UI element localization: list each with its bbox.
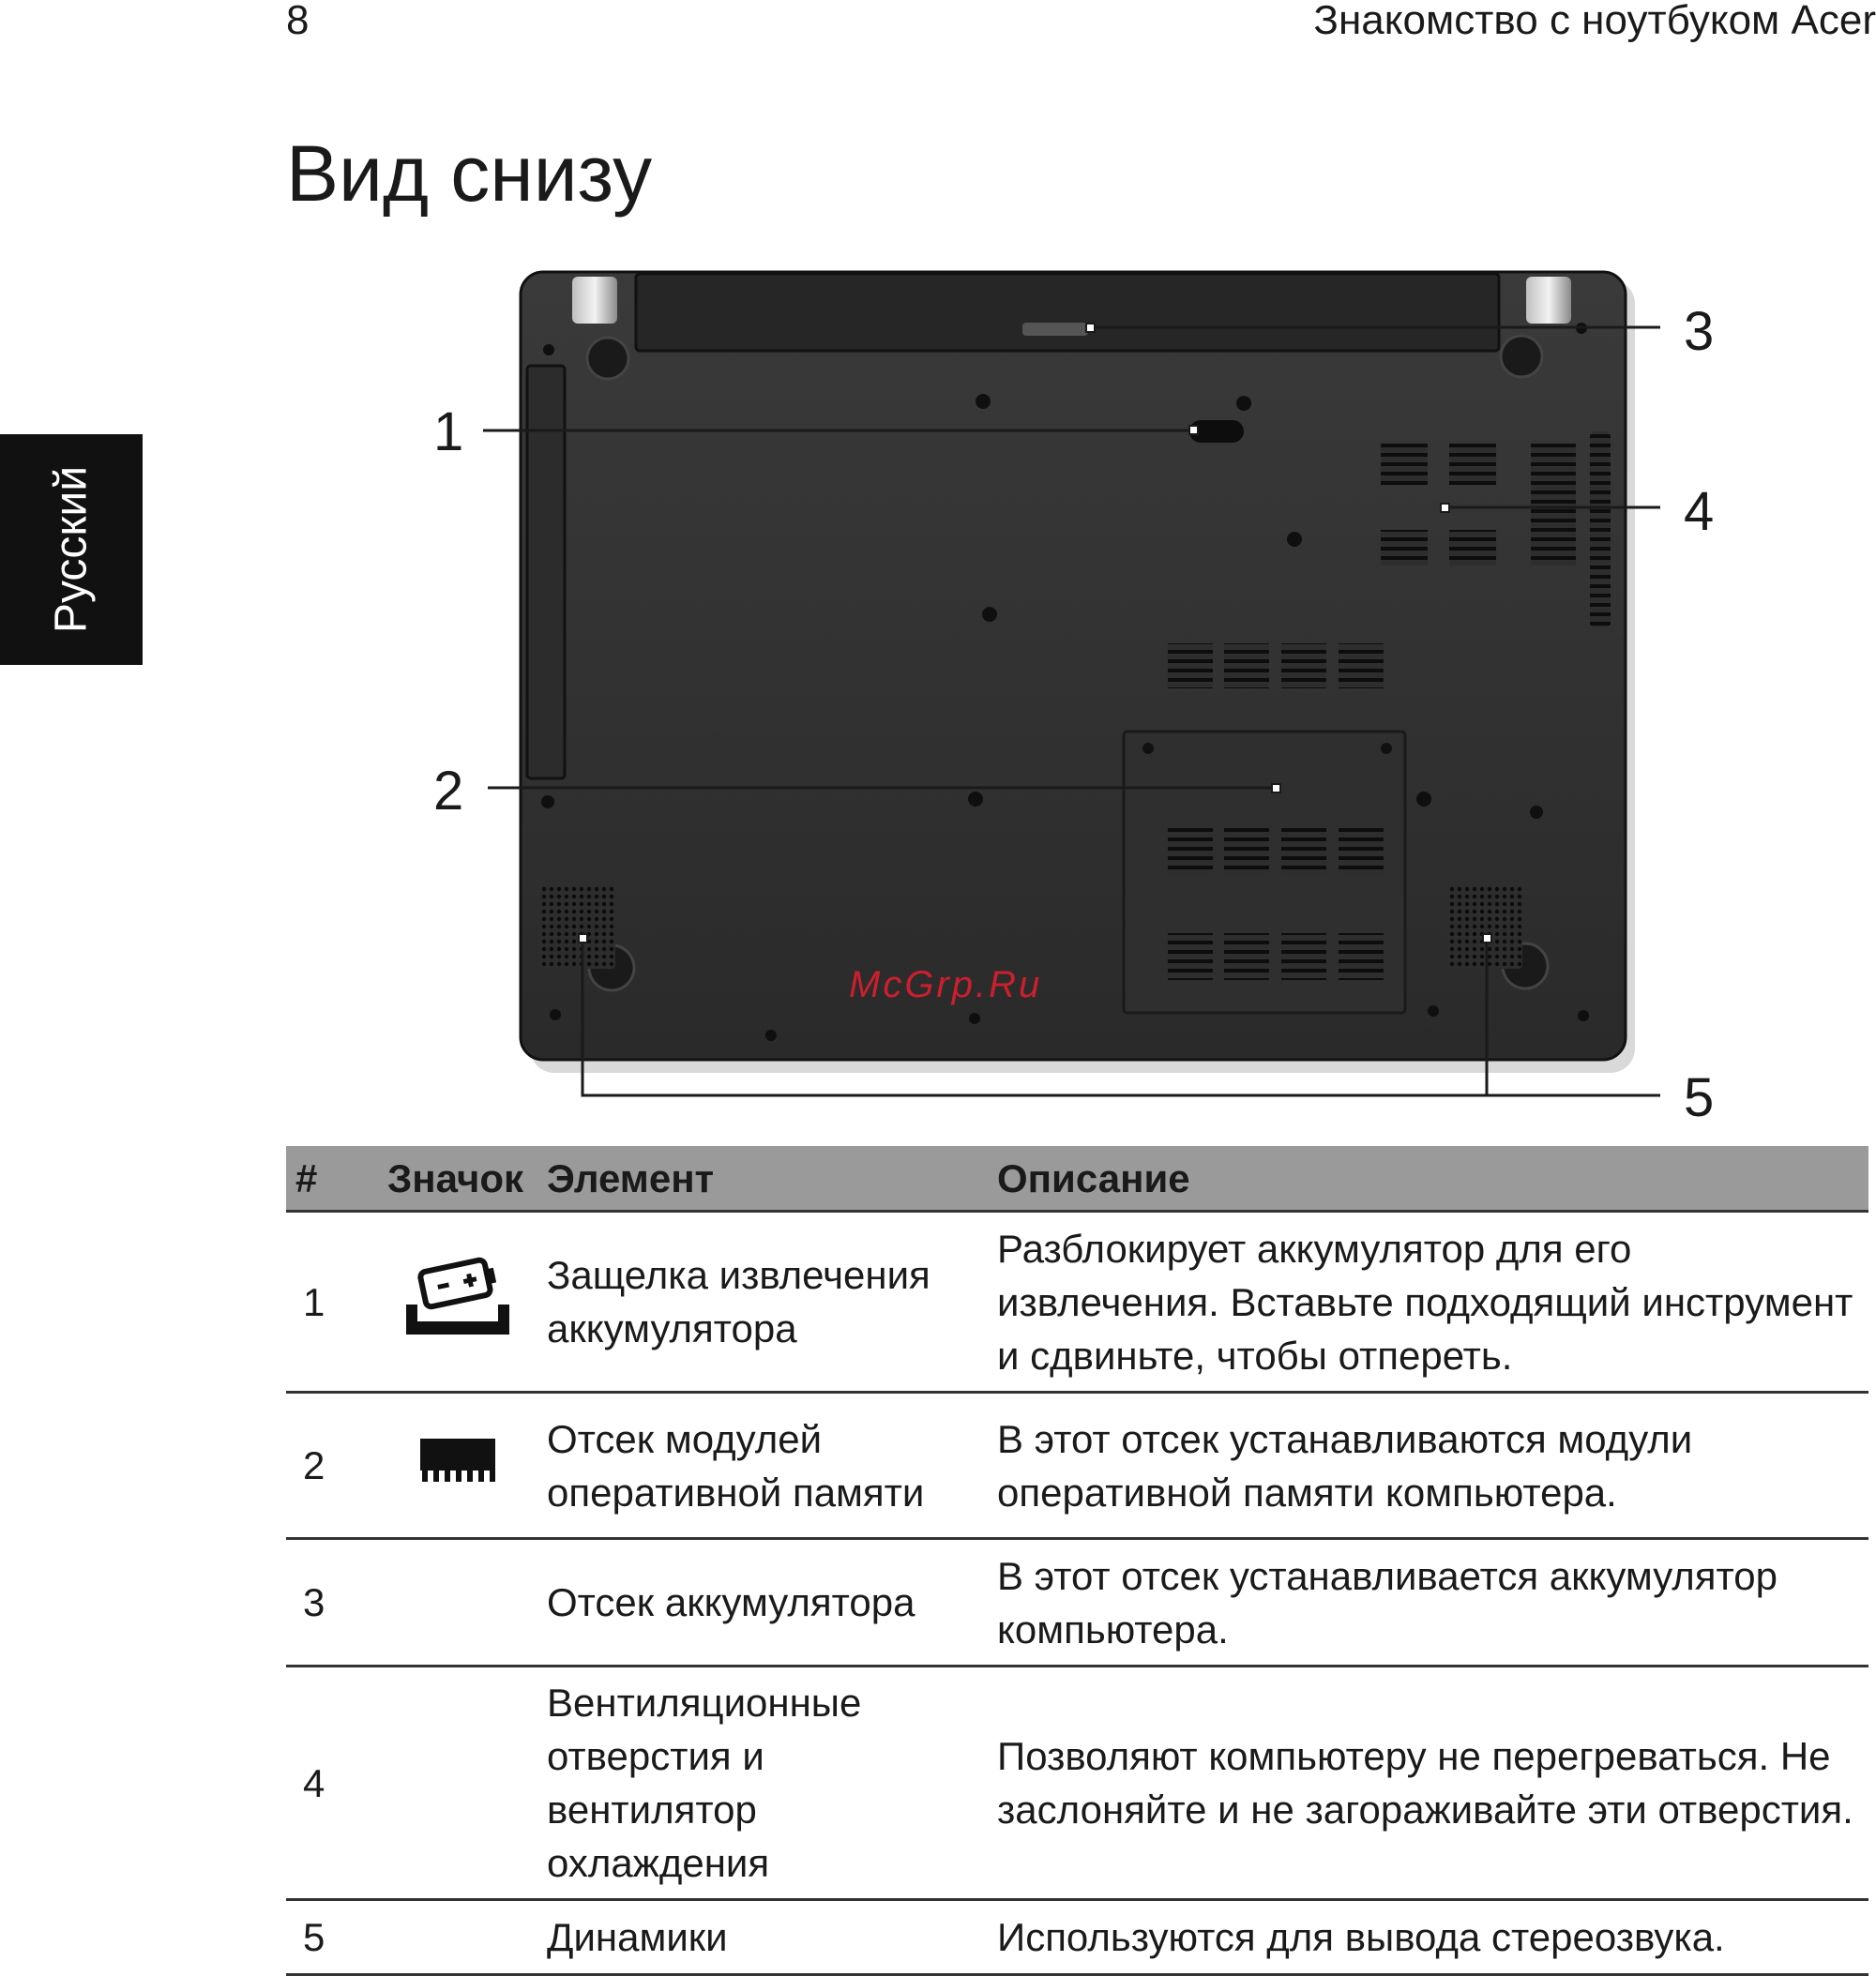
table-row — [286, 1539, 1868, 1667]
row-num: 3 — [286, 1539, 378, 1667]
header-description: Описание — [988, 1146, 1868, 1212]
memory-module-icon — [378, 1393, 537, 1539]
watermark: McGrp.Ru — [849, 964, 1043, 1005]
row-num: 1 — [286, 1212, 378, 1393]
battery-compartment — [636, 274, 1499, 351]
row-element: Отсек модулей оперативной памяти — [537, 1393, 988, 1539]
table-row — [286, 1393, 1868, 1539]
components-table — [286, 1146, 1868, 1976]
hinge-right — [1526, 277, 1571, 324]
table-header-row — [286, 1146, 1868, 1212]
header-element: Элемент — [537, 1146, 988, 1212]
battery-handle — [1022, 323, 1088, 336]
header-num: # — [286, 1146, 378, 1212]
row-num: 2 — [286, 1393, 378, 1539]
row-element: Динамики — [537, 1900, 988, 1975]
row-icon-empty — [378, 1667, 537, 1900]
row-icon-empty — [378, 1539, 537, 1667]
table-row — [286, 1212, 1868, 1393]
callout-4: 4 — [1684, 481, 1715, 542]
battery-release-icon — [378, 1212, 537, 1393]
speaker-left — [540, 884, 615, 969]
callout-2: 2 — [433, 761, 464, 822]
callout-1: 1 — [433, 401, 464, 462]
page-number: 8 — [286, 0, 310, 43]
row-icon-empty — [378, 1900, 537, 1975]
running-header: Знакомство с ноутбуком Acer — [1313, 0, 1876, 43]
row-element: Отсек аккумулятора — [537, 1539, 988, 1667]
row-description: В этот отсек устанавливаются модули оперативной памяти компьютера. — [988, 1393, 1868, 1539]
row-element: Вентиляционные отверстия и вентилятор охлаждения — [537, 1667, 988, 1900]
callout-5: 5 — [1684, 1067, 1715, 1128]
row-description: Разблокирует аккумулятор для его извлечения. Вставьте подходящий инструмент и сдвиньте, чтобы отпереть. — [988, 1212, 1868, 1393]
section-title: Вид снизу — [286, 129, 653, 218]
language-tab-label: Русский — [46, 465, 97, 634]
table-row — [286, 1667, 1868, 1900]
row-description: Используются для вывода стереозвука. — [988, 1900, 1868, 1975]
hinge-left — [572, 277, 617, 324]
row-num: 4 — [286, 1667, 378, 1900]
speaker-right — [1447, 884, 1522, 969]
row-description: Позволяют компьютеру не перегреваться. Не заслоняйте и не загораживайте эти отверстия. — [988, 1667, 1868, 1900]
callout-3: 3 — [1684, 301, 1715, 362]
optical-drive-edge — [527, 366, 565, 778]
side-vent — [1590, 431, 1611, 628]
row-element: Защелка извлечения аккумулятора — [537, 1212, 988, 1393]
header-icon: Значок — [378, 1146, 537, 1212]
row-description: В этот отсек устанавливается аккумулятор компьютера. — [988, 1539, 1868, 1667]
table-row — [286, 1900, 1868, 1975]
row-num: 5 — [286, 1900, 378, 1975]
